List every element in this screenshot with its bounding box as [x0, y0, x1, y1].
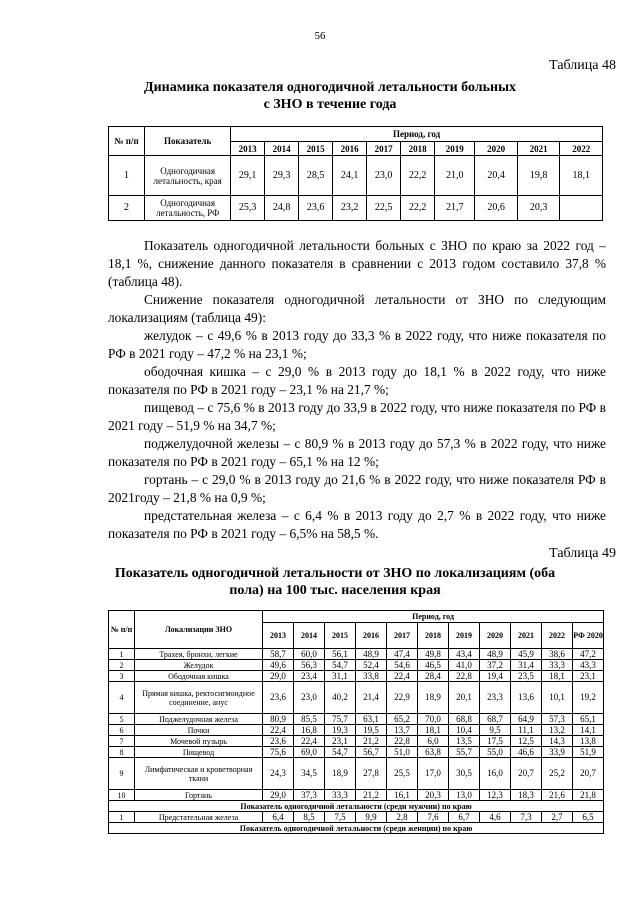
cell-value: 6,5 — [573, 812, 604, 823]
table-row — [109, 156, 603, 196]
cell-value: 12,5 — [511, 736, 542, 747]
cell-value: 40,2 — [325, 682, 356, 714]
cell-value: 63,8 — [418, 747, 449, 758]
cell-value: 37,3 — [294, 790, 325, 801]
cell-value: 55,7 — [449, 747, 480, 758]
cell-value: 65,1 — [573, 714, 604, 725]
year-header: 2022 — [560, 142, 603, 156]
table49-col-num: № п/п — [109, 611, 135, 649]
cell-value: 29,0 — [263, 671, 294, 682]
cell-value: 33,3 — [542, 660, 573, 671]
cell-value: 18,9 — [418, 682, 449, 714]
cell-value: 6,4 — [263, 812, 294, 823]
row-name: Прямая кишка, ректосигмоидное соединение, анус — [135, 682, 263, 714]
row-num: 2 — [109, 660, 135, 671]
table49-col-loc: Локализации ЗНО — [135, 611, 263, 649]
cell-value: 17,0 — [418, 758, 449, 790]
page-number: 56 — [314, 30, 326, 42]
row-name: Одногодичная летальность, края — [145, 156, 231, 196]
cell-value: 75,6 — [263, 747, 294, 758]
cell-value: 22,4 — [387, 671, 418, 682]
cell-value: 68,8 — [449, 714, 480, 725]
cell-value: 43,4 — [449, 649, 480, 660]
cell-value: 22,4 — [263, 725, 294, 736]
cell-value: 4,6 — [480, 812, 511, 823]
year-header: 2016 — [356, 623, 387, 649]
cell-value: 7,6 — [418, 812, 449, 823]
cell-value: 19,2 — [573, 682, 604, 714]
cell-value: 23,1 — [325, 736, 356, 747]
cell-value: 55,0 — [480, 747, 511, 758]
cell-value: 9,5 — [480, 725, 511, 736]
cell-value: 27,8 — [356, 758, 387, 790]
year-header: 2020 — [475, 142, 517, 156]
cell-value: 25,5 — [387, 758, 418, 790]
cell-value: 10,1 — [542, 682, 573, 714]
cell-value: 48,9 — [480, 649, 511, 660]
row-name: Почки — [135, 725, 263, 736]
cell-value: 29,3 — [265, 156, 299, 196]
cell-value: 45,9 — [511, 649, 542, 660]
cell-value: 52,4 — [356, 660, 387, 671]
cell-value: 16,1 — [387, 790, 418, 801]
table-subheader-row — [109, 823, 604, 834]
cell-value: 13,0 — [449, 790, 480, 801]
table48-title-line2: с ЗНО в течение года — [263, 97, 397, 112]
cell-value: 56,3 — [294, 660, 325, 671]
table-row — [109, 196, 603, 221]
cell-value: 13,7 — [387, 725, 418, 736]
row-name: Пищевод — [135, 747, 263, 758]
table-row — [109, 714, 604, 725]
cell-value: 49,8 — [418, 649, 449, 660]
cell-value: 85,5 — [294, 714, 325, 725]
cell-value: 13,8 — [573, 736, 604, 747]
table-subheader-row — [109, 801, 604, 812]
row-name: Поджелудочная железа — [135, 714, 263, 725]
row-num: 4 — [109, 682, 135, 714]
table-row — [109, 682, 604, 714]
cell-value: 21,6 — [542, 790, 573, 801]
cell-value: 31,1 — [325, 671, 356, 682]
cell-value: 7,3 — [511, 812, 542, 823]
year-header: 2015 — [325, 623, 356, 649]
cell-value: 24,1 — [333, 156, 367, 196]
cell-value: 28,5 — [299, 156, 333, 196]
paragraph: Снижение показателя одногодичной летальности от ЗНО по следующим локализациям (таблица 49): — [108, 292, 606, 325]
cell-value: 24,3 — [263, 758, 294, 790]
cell-value: 33,8 — [356, 671, 387, 682]
cell-value: 33,9 — [542, 747, 573, 758]
cell-value: 22,4 — [294, 736, 325, 747]
cell-value: 16,0 — [480, 758, 511, 790]
table48-col-num: № п/п — [109, 127, 145, 156]
cell-value: 13,6 — [511, 682, 542, 714]
cell-value: 13,2 — [542, 725, 573, 736]
row-num: 6 — [109, 725, 135, 736]
cell-value: 18,1 — [418, 725, 449, 736]
row-num: 9 — [109, 758, 135, 790]
cell-value: 23,3 — [480, 682, 511, 714]
table-row — [109, 725, 604, 736]
cell-value: 25,2 — [542, 758, 573, 790]
cell-value: 20,6 — [475, 196, 517, 221]
year-header: РФ 2020 — [573, 623, 604, 649]
year-header: 2021 — [511, 623, 542, 649]
cell-value: 54,7 — [325, 747, 356, 758]
cell-value: 22,9 — [387, 682, 418, 714]
cell-value: 46,5 — [418, 660, 449, 671]
row-num: 5 — [109, 714, 135, 725]
cell-value: 23,0 — [294, 682, 325, 714]
cell-value: 2,8 — [387, 812, 418, 823]
year-header: 2015 — [299, 142, 333, 156]
row-name: Желудок — [135, 660, 263, 671]
table-row — [109, 649, 604, 660]
cell-value: 43,3 — [573, 660, 604, 671]
row-num: 3 — [109, 671, 135, 682]
cell-value: 65,2 — [387, 714, 418, 725]
cell-value: 22,2 — [401, 156, 435, 196]
cell-value: 22,2 — [401, 196, 435, 221]
cell-value: 19,3 — [325, 725, 356, 736]
row-num: 2 — [109, 196, 145, 221]
cell-value: 8,5 — [294, 812, 325, 823]
cell-value: 23,6 — [263, 736, 294, 747]
row-name: Трахея, бронхи, легкие — [135, 649, 263, 660]
cell-value: 38,6 — [542, 649, 573, 660]
year-header: 2019 — [449, 623, 480, 649]
year-header: 2013 — [231, 142, 265, 156]
cell-value: 18,9 — [325, 758, 356, 790]
cell-value: 51,0 — [387, 747, 418, 758]
cell-value: 16,8 — [294, 725, 325, 736]
table48-title — [95, 79, 565, 113]
cell-value: 18,3 — [511, 790, 542, 801]
cell-value: 23,0 — [367, 156, 401, 196]
cell-value: 22,8 — [387, 736, 418, 747]
year-header: 2021 — [517, 142, 559, 156]
table48-label: Таблица 48 — [549, 58, 616, 73]
table48 — [108, 126, 603, 221]
cell-value: 18,1 — [560, 156, 603, 196]
table49-label: Таблица 49 — [549, 546, 616, 561]
cell-value: 29,0 — [263, 790, 294, 801]
cell-value: 23,1 — [573, 671, 604, 682]
cell-value: 12,3 — [480, 790, 511, 801]
row-num: 7 — [109, 736, 135, 747]
year-header: 2014 — [294, 623, 325, 649]
cell-value: 64,9 — [511, 714, 542, 725]
row-num: 1 — [109, 649, 135, 660]
row-num: 1 — [109, 156, 145, 196]
table-row — [109, 671, 604, 682]
cell-value: 22,8 — [449, 671, 480, 682]
cell-value: 47,4 — [387, 649, 418, 660]
cell-value: 21,0 — [435, 156, 475, 196]
cell-value: 75,7 — [325, 714, 356, 725]
cell-value: 30,5 — [449, 758, 480, 790]
cell-value: 20,4 — [475, 156, 517, 196]
cell-value: 28,4 — [418, 671, 449, 682]
cell-value: 47,2 — [573, 649, 604, 660]
cell-value: 2,7 — [542, 812, 573, 823]
cell-value: 34,5 — [294, 758, 325, 790]
table49 — [108, 610, 604, 834]
cell-value: 33,3 — [325, 790, 356, 801]
cell-value: 20,7 — [573, 758, 604, 790]
table48-col-indicator: Показатель — [145, 127, 231, 156]
cell-value: 14,1 — [573, 725, 604, 736]
cell-value: 10,4 — [449, 725, 480, 736]
body-text — [108, 237, 606, 543]
paragraph: гортань – с 29,0 % в 2013 году до 21,6 % в 2022 году, что ниже показателя РФ в 2021году – 21,8 % на 0,9 %; — [108, 472, 606, 505]
cell-value: 54,6 — [387, 660, 418, 671]
table49-title-line2: пола) на 100 тыс. населения края — [229, 583, 441, 598]
cell-value: 23,2 — [333, 196, 367, 221]
cell-value: 20,7 — [511, 758, 542, 790]
paragraph: поджелудочной железы – с 80,9 % в 2013 году до 57,3 % в 2022 году, что ниже показателя по РФ в 2021 году – 65,1 % на 12 %; — [108, 436, 606, 469]
cell-value: 17,5 — [480, 736, 511, 747]
paragraph: Показатель одногодичной летальности больных с ЗНО по краю за 2022 год – 18,1 %, снижение данного показателя в сравнении с 2013 годом составило 37,8 % (таблица 48). — [108, 238, 606, 289]
year-header: 2022 — [542, 623, 573, 649]
cell-value: 48,9 — [356, 649, 387, 660]
cell-value: 13,5 — [449, 736, 480, 747]
cell-value: 24,8 — [265, 196, 299, 221]
year-header: 2013 — [263, 623, 294, 649]
row-num: 8 — [109, 747, 135, 758]
cell-value: 63,1 — [356, 714, 387, 725]
table-row — [109, 736, 604, 747]
paragraph: желудок – с 49,6 % в 2013 году до 33,3 % в 2022 году, что ниже показателя по РФ в 2021 году – 47,2 % на 23,1 %; — [108, 328, 606, 361]
table48-title-line1: Динамика показателя одногодичной летальности больных — [143, 80, 517, 95]
year-header: 2016 — [333, 142, 367, 156]
row-name: Лимфатическая и кроветворная ткани — [135, 758, 263, 790]
cell-value: 6,0 — [418, 736, 449, 747]
cell-value: 21,7 — [435, 196, 475, 221]
cell-value: 56,1 — [325, 649, 356, 660]
cell-value: 18,1 — [542, 671, 573, 682]
cell-value: 11,1 — [511, 725, 542, 736]
paragraph: ободочная кишка – с 29,0 % в 2013 году до 18,1 % в 2022 году, что ниже показателя по РФ в 2021 году – 23,1 % на 21,7 %; — [108, 364, 606, 397]
cell-value: 29,1 — [231, 156, 265, 196]
cell-value: 57,3 — [542, 714, 573, 725]
cell-value: 68,7 — [480, 714, 511, 725]
cell-value: 21,4 — [356, 682, 387, 714]
cell-value: 19,4 — [480, 671, 511, 682]
cell-value: 23,4 — [294, 671, 325, 682]
table49-title — [100, 565, 570, 599]
year-header: 2020 — [480, 623, 511, 649]
cell-value: 54,7 — [325, 660, 356, 671]
cell-value: 56,7 — [356, 747, 387, 758]
cell-value: 22,5 — [367, 196, 401, 221]
row-num: 1 — [109, 812, 135, 823]
cell-value: 58,7 — [263, 649, 294, 660]
cell-value: 20,1 — [449, 682, 480, 714]
table-subheader: Показатель одногодичной летальности (среди женщин) по краю — [109, 823, 604, 834]
cell-value: 46,6 — [511, 747, 542, 758]
table-row — [109, 790, 604, 801]
row-name: Гортань — [135, 790, 263, 801]
cell-value: 21,2 — [356, 790, 387, 801]
cell-value: 20,3 — [517, 196, 559, 221]
year-header: 2017 — [367, 142, 401, 156]
table-row — [109, 660, 604, 671]
row-name: Одногодичная летальность, РФ — [145, 196, 231, 221]
cell-value: 19,5 — [356, 725, 387, 736]
cell-value: 25,3 — [231, 196, 265, 221]
table-subheader: Показатель одногодичной летальности (среди мужчин) по краю — [109, 801, 604, 812]
cell-value: 7,5 — [325, 812, 356, 823]
cell-value: 80,9 — [263, 714, 294, 725]
cell-value: 23,5 — [511, 671, 542, 682]
table-row — [109, 758, 604, 790]
cell-value: 41,0 — [449, 660, 480, 671]
row-num: 10 — [109, 790, 135, 801]
cell-value: 21,2 — [356, 736, 387, 747]
cell-value: 9,9 — [356, 812, 387, 823]
cell-value: 37,2 — [480, 660, 511, 671]
table49-title-line1: Показатель одногодичной летальности от ЗНО по локализациям (оба — [114, 566, 556, 581]
cell-value: 51,9 — [573, 747, 604, 758]
table48-col-period: Период, год — [231, 127, 603, 142]
cell-value: 31,4 — [511, 660, 542, 671]
paragraph: предстательная железа – с 6,4 % в 2013 году до 2,7 % в 2022 году, что ниже показателя по РФ в 2021 году – 6,5% на 58,5 %. — [108, 508, 606, 541]
year-header: 2014 — [265, 142, 299, 156]
cell-value — [560, 196, 603, 221]
year-header: 2018 — [418, 623, 449, 649]
year-header: 2018 — [401, 142, 435, 156]
table-row — [109, 812, 604, 823]
table-row — [109, 747, 604, 758]
year-header: 2019 — [435, 142, 475, 156]
table49-col-period: Период, год — [263, 611, 604, 623]
row-name: Мочевой пузырь — [135, 736, 263, 747]
cell-value: 21,8 — [573, 790, 604, 801]
cell-value: 69,0 — [294, 747, 325, 758]
row-name: Предстательная железа — [135, 812, 263, 823]
cell-value: 20,3 — [418, 790, 449, 801]
cell-value: 23,6 — [299, 196, 333, 221]
cell-value: 70,0 — [418, 714, 449, 725]
cell-value: 49,6 — [263, 660, 294, 671]
row-name: Ободочная кишка — [135, 671, 263, 682]
cell-value: 14,3 — [542, 736, 573, 747]
cell-value: 23,6 — [263, 682, 294, 714]
cell-value: 6,7 — [449, 812, 480, 823]
cell-value: 60,0 — [294, 649, 325, 660]
year-header: 2017 — [387, 623, 418, 649]
cell-value: 19,8 — [517, 156, 559, 196]
paragraph: пищевод – с 75,6 % в 2013 году до 33,9 в 2022 году, что ниже показателя по РФ в 2021 году – 51,9 % на 34,7 %; — [108, 400, 606, 433]
